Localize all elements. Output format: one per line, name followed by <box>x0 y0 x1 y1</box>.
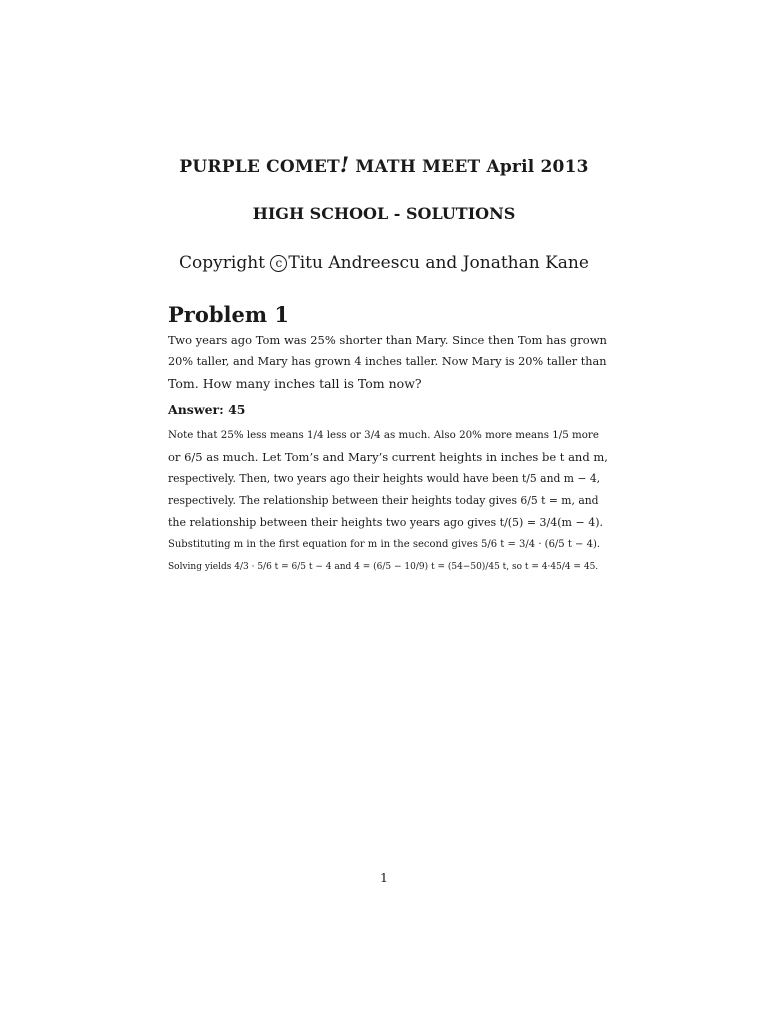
answer-line: Answer: 45 <box>168 402 246 417</box>
solution-line: the relationship between their heights two years ago gives t/(5) = 3/4(m − 4). <box>168 516 603 529</box>
title-exclamation: ! <box>339 152 350 177</box>
title-part-1: PURPLE COMET <box>179 157 340 177</box>
problem-heading: Problem 1 <box>168 302 290 327</box>
title-part-2: MATH MEET April 2013 <box>349 157 589 177</box>
solution-line: respectively. The relationship between their heights today gives 6/5 t = m, and <box>168 494 599 507</box>
solution-line: Substituting m in the first equation for m in the second gives 5/6 t = 3/4 · (6/5 t − 4). <box>168 539 601 550</box>
copyright-prefix: Copyright <box>179 253 271 273</box>
copyright-icon: c <box>270 255 287 272</box>
solution-line: respectively. Then, two years ago their heights would have been t/5 and m − 4, <box>168 472 601 485</box>
solution-line: Solving yields 4/3 · 5/6 t = 6/5 t − 4 and 4 = (6/5 − 10/9) t = (54−50)/45 t, so t = 4·45/4 = 45. <box>168 562 599 572</box>
copyright-line <box>0 253 768 273</box>
solution-line: Note that 25% less means 1/4 less or 3/4 as much. Also 20% more means 1/5 more <box>168 429 599 441</box>
problem-line: Two years ago Tom was 25% shorter than Mary. Since then Tom has grown <box>168 333 607 347</box>
meet-title <box>0 152 768 177</box>
problem-line: 20% taller, and Mary has grown 4 inches taller. Now Mary is 20% taller than <box>168 355 607 368</box>
page-number: 1 <box>380 870 388 885</box>
page-subtitle: HIGH SCHOOL - SOLUTIONS <box>252 204 516 223</box>
solution-text <box>168 424 608 578</box>
problem-line: Tom. How many inches tall is Tom now? <box>168 376 422 391</box>
copyright-names: Titu Andreescu and Jonathan Kane <box>288 253 589 273</box>
solution-line: or 6/5 as much. Let Tom’s and Mary’s current heights in inches be t and m, <box>168 450 608 464</box>
problem-statement <box>168 329 608 395</box>
